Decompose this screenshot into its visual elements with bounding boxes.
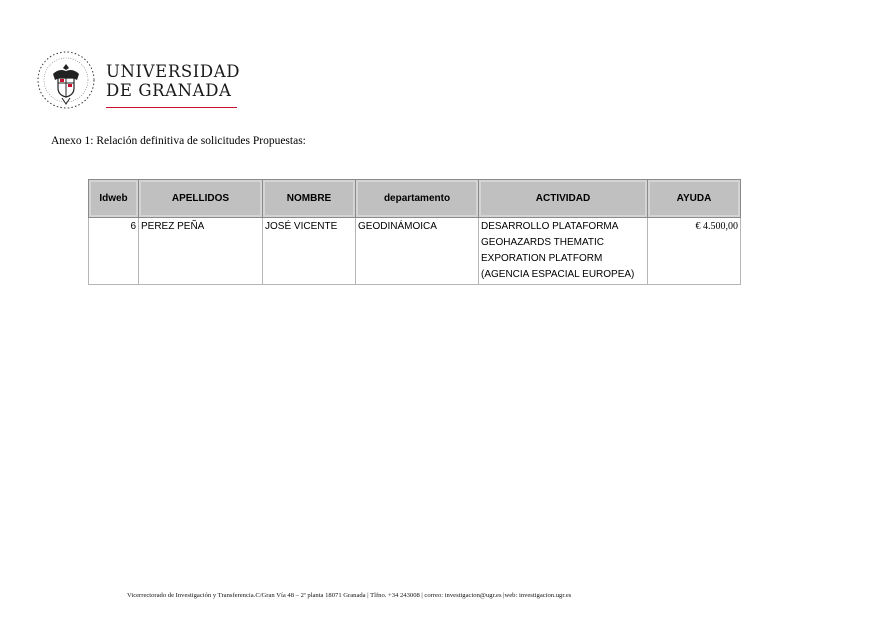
university-seal-icon [36, 50, 96, 110]
actividad-line: (AGENCIA ESPACIAL EUROPEA) [481, 269, 635, 280]
cell-ayuda: € 4.500,00 [648, 218, 741, 285]
cell-apellidos: PEREZ PEÑA [139, 218, 263, 285]
cell-idweb: 6 [89, 218, 139, 285]
column-header-apellidos: APELLIDOS [139, 180, 263, 218]
cell-actividad [479, 218, 648, 285]
logo-rule [106, 107, 237, 108]
page-footer: Vicerrectorado de Investigación y Transferencia.C/Gran Vía 48 – 2ª planta 18071 Granada | Tlfno. +34 243008 | correo: investigacion@ugr.es |web: investigacion.ugr.es [127, 592, 572, 599]
column-header-nombre: NOMBRE [263, 180, 356, 218]
university-logo [36, 50, 246, 112]
applications-table [88, 179, 741, 285]
column-header-ayuda: AYUDA [648, 180, 741, 218]
university-name-line1: UNIVERSIDAD [106, 62, 241, 81]
actividad-line: EXPORATION PLATFORM [481, 253, 603, 264]
cell-departamento: GEODINÁMOICA [356, 218, 479, 285]
column-header-departamento: departamento [356, 180, 479, 218]
actividad-line: GEOHAZARDS THEMATIC [481, 237, 604, 248]
university-name [106, 62, 240, 100]
actividad-line: DESARROLLO PLATAFORMA [481, 221, 619, 232]
cell-nombre: JOSÉ VICENTE [263, 218, 356, 285]
column-header-idweb: Idweb [89, 180, 139, 218]
university-name-line2: DE GRANADA [106, 81, 232, 100]
table-row [89, 218, 741, 285]
table-header-row [89, 180, 741, 218]
column-header-actividad: ACTIVIDAD [479, 180, 648, 218]
annex-title: Anexo 1: Relación definitiva de solicitudes Propuestas: [51, 135, 306, 147]
